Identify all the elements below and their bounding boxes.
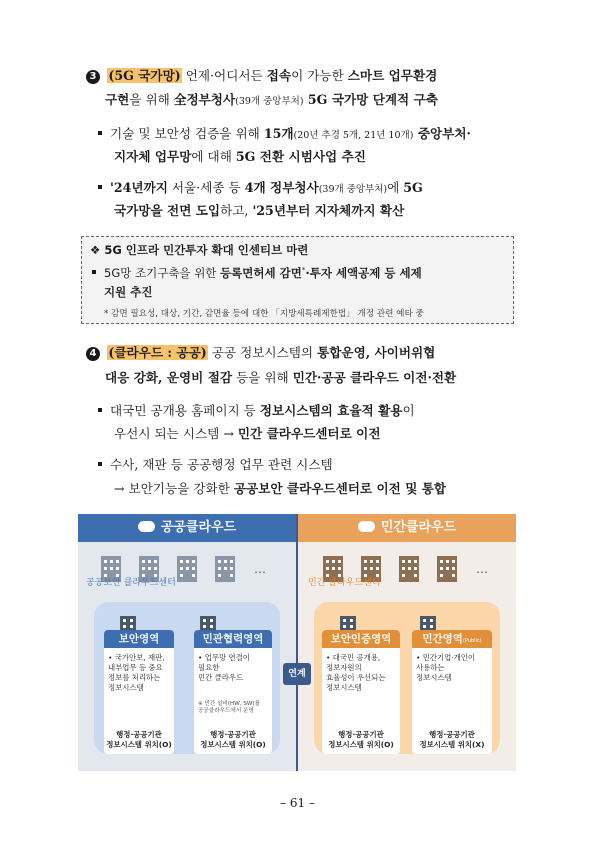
- text: 하고,: [220, 203, 253, 218]
- highlight-cloud: (클라우드 : 공공): [108, 345, 207, 360]
- text: 민간 클라우드센터로 이전: [237, 426, 381, 441]
- card-line: • 업무망 연결이: [198, 653, 250, 662]
- text: 구현: [105, 92, 130, 107]
- text: 등록면허세 감면: [220, 266, 302, 280]
- bullet-icon: [92, 270, 96, 274]
- text: ·투자 세액공제 등 세제: [305, 266, 422, 280]
- text: 정보시스템 위치(O): [200, 740, 266, 749]
- card-line: 정보시스템: [326, 683, 362, 692]
- section3-bullet1-line2: [114, 149, 366, 165]
- card-line: 민간 클라우드: [198, 673, 244, 682]
- text: *: [301, 266, 306, 275]
- card-footer: [322, 730, 400, 750]
- text: (39개 중앙부처): [235, 96, 304, 107]
- building-icon: [176, 552, 198, 582]
- card-body: [412, 648, 492, 683]
- text: 통합운영, 사이버위협: [317, 345, 436, 360]
- text: 민간클라우드: [380, 520, 457, 535]
- text: 행정·공공기관: [429, 730, 475, 739]
- text: 공공 정보시스템의: [207, 345, 318, 360]
- card-title: 보안인증영역: [322, 630, 400, 648]
- card-footer: [194, 730, 272, 750]
- section-number-icon: 4: [86, 347, 100, 361]
- card-line: • 국가안보, 재판,: [108, 653, 165, 662]
- public-cloud-header: [78, 514, 296, 542]
- text: '25년부터 지자체까지 확산: [252, 203, 405, 218]
- text: 행정·공공기관: [210, 730, 256, 739]
- text: 서울·세종 등: [167, 180, 245, 195]
- text: 중앙부처·: [413, 126, 471, 141]
- card-line: 정보시스템: [416, 673, 452, 682]
- section4-bullet2-line2: [114, 481, 446, 497]
- card-line: • 대국민 공개용,: [326, 653, 381, 662]
- security-cert-zone-card: [322, 630, 400, 754]
- card-body: [104, 648, 174, 693]
- section4-line2: [105, 370, 456, 386]
- card-line: 내부업무 등 중요: [108, 663, 163, 672]
- cloud-icon: [358, 521, 375, 532]
- bullet-icon: [98, 131, 102, 135]
- card-note: [198, 701, 260, 715]
- card-title: [412, 630, 492, 648]
- text: 15개: [263, 126, 294, 141]
- text: 을 위해: [129, 92, 174, 107]
- private-cloud-header: [298, 514, 516, 542]
- card-line: 정보자원의: [326, 663, 362, 672]
- text: ※ 민간 설비(HW, SW)를: [198, 701, 261, 707]
- text: 행정·공공기관: [338, 730, 384, 739]
- text: 에 대해: [191, 149, 236, 164]
- text: 민간·공공 클라우드 이전·전환: [292, 370, 457, 385]
- bullet-icon: [98, 462, 102, 466]
- card-line: • 민간기업·개인이: [416, 653, 476, 662]
- section4-bullet1-line1: [98, 403, 415, 419]
- text: 대응 강화, 운영비 절감: [105, 370, 233, 385]
- section4-bullet1-line2: [114, 426, 380, 442]
- section3-line2: [105, 92, 438, 110]
- card-title: 민관협력영역: [194, 630, 272, 648]
- text: 접속: [266, 68, 292, 83]
- text: 지자체 업무망: [114, 149, 192, 164]
- text: 4개 정부청사: [244, 180, 319, 195]
- text: 국가망을 전면 도입: [114, 203, 221, 218]
- more-dots: …: [254, 562, 266, 576]
- text: 정보시스템 위치(O): [106, 740, 172, 749]
- cloud-diagram: [78, 514, 516, 771]
- more-dots: …: [476, 562, 488, 576]
- text: 이 가능한: [291, 68, 348, 83]
- text: 기술 및 보안성 검증을 위해: [110, 126, 264, 141]
- text: 에: [387, 180, 404, 195]
- private-zone-card: [412, 630, 492, 754]
- private-cloud-panel: [298, 514, 516, 771]
- card-footer: [412, 730, 492, 750]
- text: 민간영역: [422, 633, 463, 645]
- text: 5G 전환 시범사업 추진: [235, 149, 366, 164]
- highlight-5g: (5G 국가망): [108, 68, 181, 83]
- text: 공공보안 클라우드센터로 이전 및 통합: [233, 481, 447, 496]
- link-badge: 연계: [283, 663, 311, 685]
- building-icon: [398, 552, 420, 582]
- text: 대국민 공개용 홈페이지 등: [110, 403, 260, 418]
- text: 정보시스템 위치(O): [328, 740, 394, 749]
- text: 5G: [403, 180, 423, 195]
- public-cloud-panel: [78, 514, 296, 771]
- text: 수사, 재판 등 공공행정 업무 관련 시스템: [110, 457, 333, 472]
- card-line: 필요한: [198, 663, 220, 672]
- box-line2: 지원 추진: [104, 285, 153, 299]
- text: 언제·어디서든: [181, 68, 267, 83]
- text: (20년 추경 5개, 21년 10개): [293, 130, 414, 141]
- text: '24년까지: [110, 180, 168, 195]
- text: 5G망 조기구축을 위한: [104, 266, 221, 280]
- card-body: [194, 648, 272, 683]
- text: (39개 중앙부처): [318, 184, 388, 195]
- text: 행정·공공기관: [116, 730, 162, 739]
- box-title: ❖ 5G 인프라 민간투자 확대 인센티브 마련: [90, 243, 309, 257]
- card-body: [322, 648, 400, 693]
- security-zone-card: [104, 630, 174, 754]
- text: 정보시스템 위치(X): [419, 740, 485, 749]
- section4-bullet2-line1: [98, 457, 333, 473]
- building-icon: [214, 552, 236, 582]
- text: 이: [402, 403, 415, 418]
- card-line: 효율성이 우선되는: [326, 673, 386, 682]
- text: 스마트 업무환경: [347, 68, 438, 83]
- text: 등을 위해: [232, 370, 293, 385]
- text: → 보안기능을 강화한: [114, 481, 234, 496]
- section4-line1: [86, 345, 435, 361]
- text: 5G 국가망 단계적 구축: [303, 92, 438, 107]
- card-line: 사용하는: [416, 663, 445, 672]
- incentive-box: [81, 236, 514, 324]
- bullet-icon: [98, 185, 102, 189]
- text: 공공클라우드: [160, 520, 237, 535]
- section3-bullet1-line1: [98, 126, 471, 144]
- text: 全정부청사: [173, 92, 236, 107]
- public-private-zone-card: [194, 630, 272, 754]
- section3-line1: [86, 68, 437, 84]
- page-number: – 61 –: [280, 796, 315, 810]
- cloud-icon: [138, 521, 155, 532]
- card-line: 정보를 처리하는: [108, 673, 161, 682]
- box-note: * 감면 필요성, 대상, 기간, 감면율 등에 대한 「지방세특례제한법」 개정 관련 예타 중: [104, 309, 424, 319]
- text: 공공클라우드에서 운영: [198, 708, 254, 714]
- card-line: 정보시스템: [108, 683, 144, 692]
- private-center-label: 민간 클라우드센터: [308, 578, 381, 588]
- text: 우선시 되는 시스템 →: [114, 426, 238, 441]
- card-footer: [104, 730, 174, 750]
- section3-bullet2-line2: [114, 203, 404, 219]
- public-center-label: 공공보안 클라우드센터: [86, 578, 176, 588]
- building-icon: [436, 552, 458, 582]
- text: 정보시스템의 효율적 활용: [259, 403, 403, 418]
- section3-bullet2-line1: [98, 180, 423, 198]
- bullet-icon: [98, 408, 102, 412]
- box-line1: [92, 265, 422, 281]
- card-title: 보안영역: [104, 630, 174, 648]
- section-number-icon: 3: [86, 70, 100, 84]
- text: (Public): [462, 638, 482, 644]
